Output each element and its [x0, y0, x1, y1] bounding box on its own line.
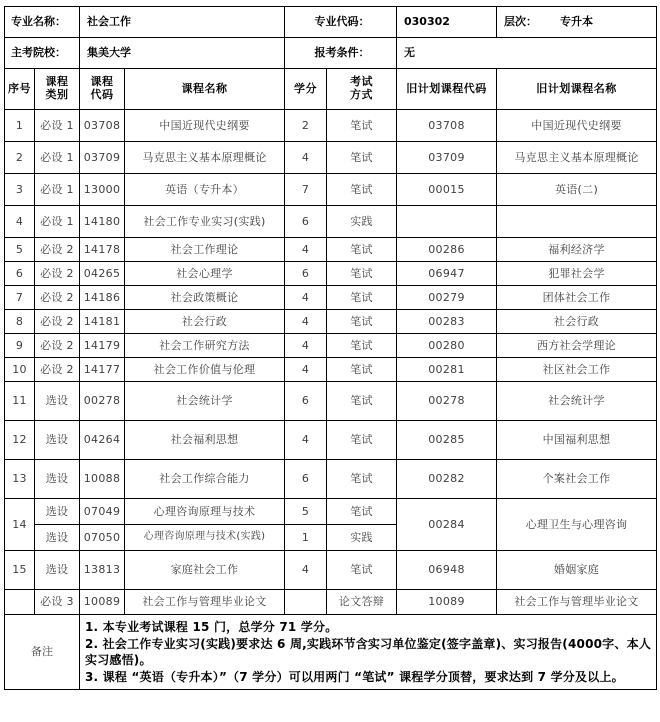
cell-old-code: 00285	[397, 421, 497, 460]
cell-seq: 6	[5, 262, 35, 286]
cell-seq: 13	[5, 460, 35, 499]
cell-old-name: 社区社会工作	[497, 358, 657, 382]
table-row	[5, 421, 657, 460]
cell-name: 社会工作理论	[125, 238, 285, 262]
cell-code: 13000	[80, 174, 125, 206]
cell-credits: 6	[285, 382, 327, 421]
cell-old-code: 06947	[397, 262, 497, 286]
cell-category: 选设	[35, 421, 80, 460]
cell-category: 必设 3	[35, 590, 80, 615]
cell-exam: 笔试	[327, 382, 397, 421]
cell-old-code	[397, 206, 497, 238]
cell-category: 必设 2	[35, 262, 80, 286]
remark-row	[5, 615, 657, 690]
cell-credits: 6	[285, 262, 327, 286]
cell-category: 必设 1	[35, 174, 80, 206]
cell-name: 社会工作与管理毕业论文	[125, 590, 285, 615]
remark-body	[80, 615, 657, 690]
cell-code: 10088	[80, 460, 125, 499]
header-old-name: 旧计划课程名称	[497, 69, 657, 110]
table-row	[5, 460, 657, 499]
table-row	[5, 310, 657, 334]
cell-old-name: 社会行政	[497, 310, 657, 334]
level-value: 专升本	[560, 15, 593, 29]
cell-code: 14179	[80, 334, 125, 358]
cell-code: 14181	[80, 310, 125, 334]
header-category-line1: 课程	[45, 75, 69, 89]
cell-category: 选设	[35, 499, 80, 525]
cell-code: 14178	[80, 238, 125, 262]
header-category-line2: 类别	[45, 88, 69, 101]
cell-old-name: 婚姻家庭	[497, 551, 657, 590]
header-code-line1: 课程	[90, 75, 114, 89]
major-name-value: 社会工作	[80, 7, 285, 38]
cell-old-code: 03708	[397, 110, 497, 142]
table-row	[5, 551, 657, 590]
cell-exam: 实践	[327, 206, 397, 238]
cell-seq: 12	[5, 421, 35, 460]
cell-old-code: 00280	[397, 334, 497, 358]
cell-credits: 4	[285, 551, 327, 590]
major-code-label: 专业代码：	[285, 7, 397, 38]
cell-old-code: 00282	[397, 460, 497, 499]
cell-exam: 笔试	[327, 286, 397, 310]
cell-seq: 11	[5, 382, 35, 421]
cell-seq: 5	[5, 238, 35, 262]
cell-seq: 10	[5, 358, 35, 382]
table-row	[5, 174, 657, 206]
remark-line-1: 1. 本专业考试课程 15 门，总学分 71 学分。	[85, 620, 338, 634]
table-row	[5, 499, 657, 525]
cell-code: 14177	[80, 358, 125, 382]
cell-exam: 笔试	[327, 110, 397, 142]
cell-old-name: 西方社会学理论	[497, 334, 657, 358]
level-label: 层次：	[504, 15, 537, 29]
cell-exam: 笔试	[327, 174, 397, 206]
table-row	[5, 358, 657, 382]
table-row	[5, 262, 657, 286]
cell-old-name: 心理卫生与心理咨询	[497, 499, 657, 551]
cell-category: 必设 2	[35, 334, 80, 358]
cell-old-code: 00015	[397, 174, 497, 206]
cell-name: 英语（专升本）	[125, 174, 285, 206]
cell-credits: 4	[285, 358, 327, 382]
cell-seq: 2	[5, 142, 35, 174]
cell-code: 14180	[80, 206, 125, 238]
cell-name: 家庭社会工作	[125, 551, 285, 590]
requirement-value: 无	[397, 38, 657, 69]
table-row	[5, 286, 657, 310]
cell-seq: 1	[5, 110, 35, 142]
header-seq: 序号	[5, 69, 35, 110]
cell-name: 社会工作综合能力	[125, 460, 285, 499]
remark-label: 备注	[5, 615, 80, 690]
curriculum-table	[4, 6, 657, 690]
cell-old-name: 马克思主义基本原理概论	[497, 142, 657, 174]
cell-name: 马克思主义基本原理概论	[125, 142, 285, 174]
cell-exam: 笔试	[327, 460, 397, 499]
table-row	[5, 110, 657, 142]
level-cell	[497, 7, 657, 38]
cell-code: 14186	[80, 286, 125, 310]
requirement-label: 报考条件：	[285, 38, 397, 69]
cell-category: 必设 2	[35, 286, 80, 310]
cell-exam: 笔试	[327, 142, 397, 174]
cell-name: 社会工作研究方法	[125, 334, 285, 358]
cell-code: 07049	[80, 499, 125, 525]
cell-name: 社会工作价值与伦理	[125, 358, 285, 382]
cell-old-code: 00283	[397, 310, 497, 334]
cell-exam: 笔试	[327, 421, 397, 460]
cell-old-name	[497, 206, 657, 238]
host-school-label: 主考院校：	[5, 38, 80, 69]
cell-name: 心理咨询原理与技术	[125, 499, 285, 525]
cell-seq: 7	[5, 286, 35, 310]
cell-old-name: 团体社会工作	[497, 286, 657, 310]
cell-credits: 4	[285, 310, 327, 334]
host-school-value: 集美大学	[80, 38, 285, 69]
cell-category: 必设 2	[35, 238, 80, 262]
header-exam-line1: 考试	[350, 75, 373, 89]
cell-seq: 9	[5, 334, 35, 358]
header-category	[35, 69, 80, 110]
remark-line-2: 2. 社会工作专业实习(实践)要求达 6 周,实践环节含实习单位鉴定(签字盖章)、实习报告(4000字、本人实习感悟)。	[85, 636, 651, 668]
cell-category: 选设	[35, 460, 80, 499]
cell-old-name: 社会统计学	[497, 382, 657, 421]
cell-code: 03709	[80, 142, 125, 174]
cell-credits: 4	[285, 142, 327, 174]
cell-exam: 实践	[327, 525, 397, 551]
cell-old-code: 03709	[397, 142, 497, 174]
cell-name: 社会福利思想	[125, 421, 285, 460]
cell-name: 社会工作专业实习(实践)	[125, 206, 285, 238]
cell-code: 04265	[80, 262, 125, 286]
cell-old-code: 00278	[397, 382, 497, 421]
major-code-value: 030302	[397, 7, 497, 38]
cell-category: 选设	[35, 382, 80, 421]
cell-credits: 2	[285, 110, 327, 142]
remark-line-3: 3. 课程 “英语（专升本）”（7 学分）可以用两门 “笔试” 课程学分顶替，要求达到 7 学分及以上。	[85, 669, 624, 684]
cell-seq: 15	[5, 551, 35, 590]
header-credits: 学分	[285, 69, 327, 110]
cell-credits: 7	[285, 174, 327, 206]
cell-name: 社会心理学	[125, 262, 285, 286]
cell-old-name: 中国近现代史纲要	[497, 110, 657, 142]
meta-row-major	[5, 7, 657, 38]
table-header-row	[5, 69, 657, 110]
cell-exam: 笔试	[327, 262, 397, 286]
meta-row-school	[5, 38, 657, 69]
header-code	[80, 69, 125, 110]
table-row	[5, 206, 657, 238]
cell-old-name: 社会工作与管理毕业论文	[497, 590, 657, 615]
cell-name: 中国近现代史纲要	[125, 110, 285, 142]
cell-name: 社会行政	[125, 310, 285, 334]
cell-credits: 6	[285, 460, 327, 499]
cell-code: 03708	[80, 110, 125, 142]
major-name-label: 专业名称：	[5, 7, 80, 38]
cell-seq: 3	[5, 174, 35, 206]
cell-seq: 4	[5, 206, 35, 238]
cell-code: 00278	[80, 382, 125, 421]
table-row	[5, 334, 657, 358]
cell-name: 社会政策概论	[125, 286, 285, 310]
cell-credits: 1	[285, 525, 327, 551]
cell-exam: 笔试	[327, 358, 397, 382]
cell-old-name: 犯罪社会学	[497, 262, 657, 286]
cell-exam: 笔试	[327, 551, 397, 590]
cell-name: 社会统计学	[125, 382, 285, 421]
cell-category: 必设 1	[35, 142, 80, 174]
cell-seq: 8	[5, 310, 35, 334]
cell-exam: 笔试	[327, 310, 397, 334]
cell-credits: 6	[285, 206, 327, 238]
cell-category: 必设 1	[35, 110, 80, 142]
cell-old-name: 个案社会工作	[497, 460, 657, 499]
header-name: 课程名称	[125, 69, 285, 110]
header-exam	[327, 69, 397, 110]
cell-seq: 14	[5, 499, 35, 551]
cell-credits: 4	[285, 421, 327, 460]
cell-code: 10089	[80, 590, 125, 615]
cell-category: 必设 2	[35, 310, 80, 334]
header-old-code: 旧计划课程代码	[397, 69, 497, 110]
cell-category: 必设 1	[35, 206, 80, 238]
cell-old-name: 英语(二)	[497, 174, 657, 206]
header-code-line2: 代码	[90, 88, 114, 101]
cell-code: 07050	[80, 525, 125, 551]
cell-exam: 笔试	[327, 499, 397, 525]
table-row-thesis	[5, 590, 657, 615]
cell-category: 必设 2	[35, 358, 80, 382]
cell-code: 13813	[80, 551, 125, 590]
table-row	[5, 382, 657, 421]
cell-code: 04264	[80, 421, 125, 460]
cell-exam: 笔试	[327, 238, 397, 262]
cell-credits: 5	[285, 499, 327, 525]
cell-category: 选设	[35, 551, 80, 590]
header-exam-line2: 方式	[350, 88, 373, 101]
cell-old-name: 中国福利思想	[497, 421, 657, 460]
cell-name: 心理咨询原理与技术(实践)	[125, 525, 285, 551]
cell-old-code: 10089	[397, 590, 497, 615]
cell-category: 选设	[35, 525, 80, 551]
cell-credits: 4	[285, 286, 327, 310]
table-row	[5, 238, 657, 262]
cell-old-name: 福利经济学	[497, 238, 657, 262]
cell-credits: 4	[285, 334, 327, 358]
cell-old-code: 00286	[397, 238, 497, 262]
table-row	[5, 142, 657, 174]
cell-old-code: 00281	[397, 358, 497, 382]
cell-old-code: 00279	[397, 286, 497, 310]
cell-credits	[285, 590, 327, 615]
cell-exam: 笔试	[327, 334, 397, 358]
cell-seq	[5, 590, 35, 615]
cell-old-code: 06948	[397, 551, 497, 590]
cell-old-code: 00284	[397, 499, 497, 551]
cell-exam: 论文答辩	[327, 590, 397, 615]
cell-credits: 4	[285, 238, 327, 262]
